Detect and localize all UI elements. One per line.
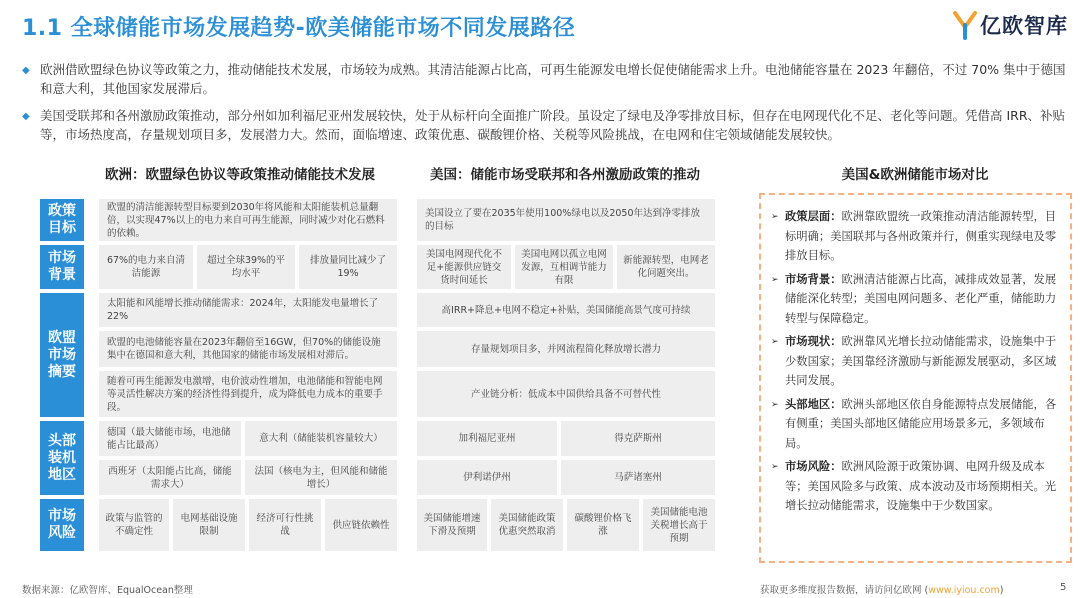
row-label-risk: 市场风险	[40, 499, 84, 551]
compare-text: 欧洲靠风光增长拉动储能需求，设施集中于少数国家；美国靠经济激励与新能源发展驱动，多区域共同发展。	[785, 335, 1057, 387]
us-risk-cell: 美国储能增速下滑及预期	[417, 499, 487, 551]
europe-risk-cell: 供应链依赖性	[325, 499, 397, 551]
us-region-cell: 得克萨斯州	[561, 421, 715, 456]
arrow-icon: ➢	[771, 337, 779, 347]
europe-background-cell: 超过全球39%的平均水平	[197, 245, 295, 289]
compare-text: 欧洲清洁能源占比高，减排成效显著，发展储能深化转型；美国电网问题多、老化严重，储能助力转型与保障稳定。	[785, 272, 1057, 325]
diamond-icon: ◆	[22, 111, 30, 122]
us-background-cell: 美国电网现代化不足+能源供应链交货时间延长	[417, 245, 511, 289]
arrow-icon: ➢	[771, 462, 779, 472]
us-risk-cell: 美国储能政策优惠突然取消	[491, 499, 563, 551]
bullet-us	[22, 106, 1070, 144]
compare-text: 欧洲靠欧盟统一政策推动清洁能源转型，目标明确；美国联邦与各州政策并行，侧重实现绿电及零排放目标。	[785, 210, 1057, 262]
europe-risk-cell: 经济可行性挑战	[249, 499, 321, 551]
compare-text: 欧洲头部地区依自身能源特点发展储能，各有侧重；美国头部地区储能应用场景多元，多领域布局。	[785, 397, 1057, 450]
logo	[952, 8, 1068, 42]
compare-item	[771, 270, 1060, 329]
europe-summary-cell: 欧盟的电池储能容量在2023年翻倍至16GW，但70%的储能设施集中在德国和意大利，其他国家的储能市场发展相对滞后。	[99, 331, 397, 367]
us-summary-cell: 高IRR+降息+电网不稳定+补贴，美国储能高景气度可持续	[417, 293, 715, 327]
us-policy-cell: 美国设立了要在2035年使用100%绿电以及2050年达到净零排放的目标	[417, 199, 715, 241]
europe-risk-cell: 政策与监管的不确定性	[99, 499, 169, 551]
compare-item	[771, 457, 1060, 516]
us-background-cell: 美国电网以孤立电网发源，互相调节能力有限	[515, 245, 613, 289]
us-region-cell: 加利福尼亚州	[417, 421, 557, 456]
footer-more-text: 获取更多维度报告数据，请访问亿欧网 (	[760, 585, 929, 596]
compare-label: 市场风险：	[785, 460, 842, 473]
compare-column-title: 美国&欧洲储能市场对比	[841, 167, 989, 183]
compare-item	[771, 207, 1060, 266]
compare-label: 市场背景：	[785, 272, 842, 286]
europe-region-cell: 法国（核电为主，但风能和储能增长）	[245, 460, 397, 495]
us-risk-cell: 美国储能电池关税增长高于预期	[643, 499, 715, 551]
bullet-text: 美国受联邦和各州激励政策推动，部分州如加利福尼亚州发展较快，处于从标杆向全面推广阶段。虽设定了绿电及净零排放目标，但存在电网现代化不足、老化等问题。凭借高 IRR、补贴等，市场热度高，存量规划项目多，发展潜力大。然而，面临增速、政策优惠、碳酸锂价格、关税等风险挑战，在电网和住宅领域储能发展较快。	[40, 108, 1066, 142]
europe-summary-cell: 随着可再生能源发电激增，电价波动性增加，电池储能和智能电网等灵活性解决方案的经济性得到提升，成为降低电力成本的重要手段。	[99, 371, 397, 417]
europe-region-cell: 德国（最大储能市场，电池储能占比最高）	[99, 421, 241, 456]
row-label-background: 市场背景	[40, 245, 84, 289]
bullet-europe	[22, 60, 1070, 98]
footer-more	[760, 582, 1003, 596]
europe-summary-cell: 太阳能和风能增长推动储能需求：2024年，太阳能发电量增长了22%	[99, 293, 397, 327]
europe-background-cell: 67%的电力来自清洁能源	[99, 245, 193, 289]
row-label-regions: 头部装机地区	[40, 421, 84, 495]
page-number: 5	[1060, 582, 1067, 593]
europe-background-cell: 排放量同比减少了19%	[299, 245, 397, 289]
us-summary-cell: 存量规划项目多，并网流程简化释放增长潜力	[417, 331, 715, 367]
europe-risk-cell: 电网基础设施限制	[173, 499, 245, 551]
website-link[interactable]: www.iyiou.com	[928, 585, 1000, 596]
us-column-title: 美国：储能市场受联邦和各州激励政策的推动	[430, 167, 700, 183]
logo-icon	[952, 10, 978, 40]
logo-text: 亿欧智库	[980, 14, 1068, 38]
europe-column-title: 欧洲：欧盟绿色协议等政策推动储能技术发展	[105, 167, 375, 183]
europe-policy-cell: 欧盟的清洁能源转型目标要到2030年将风能和太阳能装机总量翻倍，以实现47%以上的电力来自可再生能源，同时减少对化石燃料的依赖。	[99, 199, 397, 241]
compare-label: 市场现状：	[785, 335, 842, 348]
footer-close: )	[999, 585, 1004, 596]
compare-item	[771, 395, 1060, 454]
arrow-icon: ➢	[771, 274, 779, 285]
compare-item	[771, 332, 1060, 391]
europe-region-cell: 西班牙（太阳能占比高，储能需求大）	[99, 460, 241, 495]
us-region-cell: 伊利诺伊州	[417, 460, 557, 495]
arrow-icon: ➢	[771, 399, 779, 410]
data-source: 数据来源：亿欧智库、EqualOcean整理	[22, 585, 193, 596]
row-label-summary: 欧盟市场摘要	[40, 293, 84, 417]
compare-label: 政策层面：	[785, 210, 842, 223]
diamond-icon: ◆	[22, 65, 30, 76]
us-region-cell: 马萨诸塞州	[561, 460, 715, 495]
compare-text: 欧洲风险源于政策协调、电网升级及成本等；美国风险多与政策、成本波动及市场预期相关。光增长拉动储能需求，设施集中于少数国家。	[785, 460, 1057, 512]
bullet-text: 欧洲借欧盟绿色协议等政策之力，推动储能技术发展，市场较为成熟。其清洁能源占比高，可再生能源发电增长促使储能需求上升。电池储能容量在 2023 年翻倍，不过 70% 集中于德国和意大利，其他国家发展滞后。	[40, 62, 1066, 96]
us-risk-cell: 碳酸锂价格飞涨	[567, 499, 639, 551]
compare-box	[759, 193, 1072, 563]
us-summary-cell: 产业链分析：低成本中国供给具备不可替代性	[417, 371, 715, 417]
row-label-policy: 政策目标	[40, 199, 84, 241]
compare-label: 头部地区：	[785, 397, 842, 411]
arrow-icon: ➢	[771, 212, 779, 222]
europe-region-cell: 意大利（储能装机容量较大）	[245, 421, 397, 456]
us-background-cell: 新能源转型，电网老化问题突出。	[617, 245, 715, 289]
page-title: 1.1 全球储能市场发展趋势-欧美储能市场不同发展路径	[22, 16, 576, 41]
